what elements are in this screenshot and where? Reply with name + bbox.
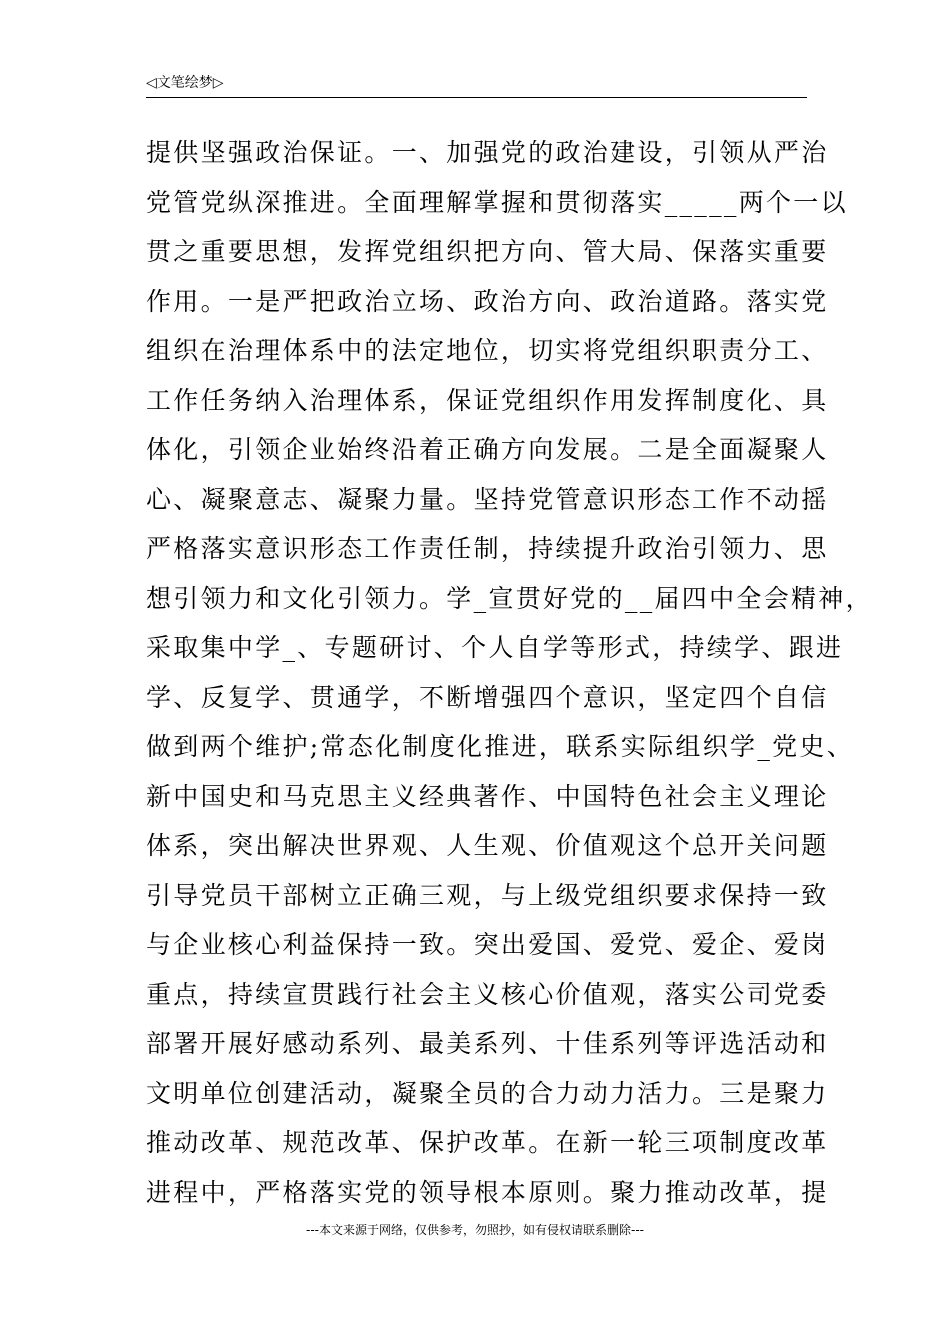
- body-line: 重点，持续宣贯践行社会主义核心价值观，落实公司党委: [146, 979, 829, 1009]
- document-body: [146, 128, 873, 1217]
- body-line: 推动改革、规范改革、保护改革。在新一轮三项制度改革: [146, 1128, 829, 1157]
- page-header: ◁文笔绘梦▷: [146, 75, 224, 91]
- body-line: 部署开展好感动系列、最美系列、十佳系列等评选活动和: [146, 1029, 829, 1058]
- page-footer: ---本文来源于网络，仅供参考，勿照抄，如有侵权请联系删除---: [306, 1223, 644, 1237]
- body-line: 体系，突出解决世界观、人生观、价值观这个总开关问题: [146, 831, 829, 860]
- body-line: 做到两个维护;常态化制度化推进，联系实际组织学_党史、: [146, 732, 855, 761]
- body-line: 采取集中学_、专题研讨、个人自学等形式，持续学、跟进: [146, 633, 844, 662]
- body-line: 文明单位创建活动，凝聚全员的合力动力活力。三是聚力: [146, 1078, 829, 1108]
- body-line: 作用。一是严把政治立场、政治方向、政治道路。落实党: [146, 286, 829, 316]
- body-line: 进程中，严格落实党的领导根本原则。聚力推动改革，提: [146, 1177, 829, 1207]
- body-line: 提供坚强政治保证。一、加强党的政治建设，引领从严治: [146, 138, 829, 167]
- body-line: 引导党员干部树立正确三观，与上级党组织要求保持一致: [146, 880, 829, 910]
- body-line: 新中国史和马克思主义经典著作、中国特色社会主义理论: [146, 781, 829, 811]
- body-line: 组织在治理体系中的法定地位，切实将党组织职责分工、: [146, 336, 829, 365]
- body-line: 党管党纵深推进。全面理解掌握和贯彻落实_____两个一以: [146, 187, 848, 217]
- body-line: 心、凝聚意志、凝聚力量。坚持党管意识形态工作不动摇: [146, 484, 829, 514]
- body-line: 贯之重要思想，发挥党组织把方向、管大局、保落实重要: [146, 237, 829, 266]
- body-line: 与企业核心利益保持一致。突出爱国、爱党、爱企、爱岗: [146, 930, 829, 959]
- body-line: 学、反复学、贯通学，不断增强四个意识，坚定四个自信: [146, 682, 829, 712]
- header-divider: [146, 97, 807, 98]
- body-line: 工作任务纳入治理体系，保证党组织作用发挥制度化、具: [146, 385, 829, 415]
- body-line: 严格落实意识形态工作责任制，持续提升政治引领力、思: [146, 534, 829, 563]
- body-line: 想引领力和文化引领力。学_宣贯好党的__届四中全会精神，: [146, 583, 873, 613]
- body-line: 体化，引领企业始终沿着正确方向发展。二是全面凝聚人: [146, 435, 829, 464]
